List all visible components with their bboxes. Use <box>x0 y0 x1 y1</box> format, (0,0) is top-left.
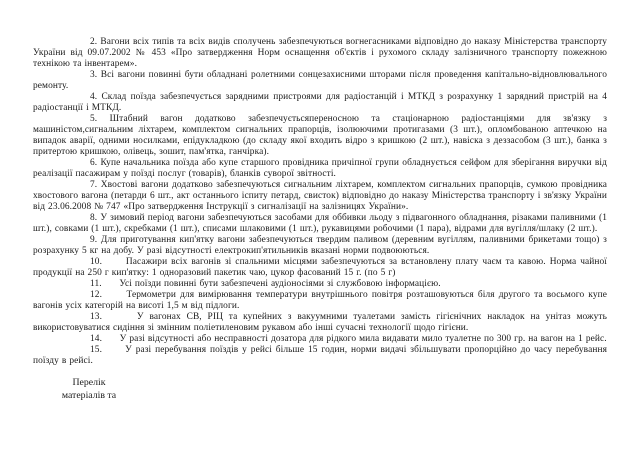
paragraph-item-7: 7. Хвостові вагони додатково забезпечуються сигнальним ліхтарем, комплектом сигнальних прапорців, сумкою провідника хвостового вагона (петарди 6 шт., акт останнього іспиту петард, свисток) відповідно до наказу Міністерства транспорту і зв'язку України від 23.06.2008 № 747 «Про затвердження Інструкції з сигналізації на залізницях України». <box>33 180 607 212</box>
paragraph-item-14: 14. У разі відсутності або несправності дозатора для рідкого мила видавати мило туалетне по 300 гр. на вагон на 1 рейс. <box>90 334 607 344</box>
paragraph-item-3: 3. Всі вагони повинні бути обладнані ролетними сонцезахисними шторами після проведення капітально-відновлювального ремонту. <box>33 70 607 91</box>
paragraph-item-6: 6. Купе начальника поїзда або купе старшого провідника причіпної групи обладнується сейфом для зберігання виручки від реалізації пасажирам у поїзді послуг (товарів), бланків суворої звітності. <box>33 158 607 179</box>
footer-heading-line1: Перелік <box>72 377 106 388</box>
paragraph-item-10: 10. Пасажири всіх вагонів зі спальними місцями забезпечуються за встановлену плату чаєм та кавою. Норма чайної продукції на 250 г кип'ятку: 1 одноразовий пакетик чаю, цукор фасований 15 г. (по 5 г) <box>33 257 607 278</box>
paragraph-item-11: 11. Усі поїзди повинні бути забезпечені аудіоносіями зі службовою інформацією. <box>90 279 441 289</box>
footer-heading-line2: матеріалів та <box>61 390 117 401</box>
paragraph-item-8: 8. У зимовий період вагони забезпечуються засобами для оббивки льоду з підвагонного обладнання, різаками паливними (1 шт.), совками (1 шт.), скребками (1 шт.), списами шлаковими (1 шт.), рукавицями робочими (1 пара), відрами для вугілля/шлаку (2 шт.). <box>33 213 607 234</box>
paragraph-item-5: 5. Штабний вагон додатково забезпечуєтьсяпереносною та стаціонарною радіостанціями для зв'язку з машиністом,сигнальним ліхтарем, комплектом сигнальних прапорців, ізолюючими протигазами (3 шт.), опломбованою аптечкою на випадок аварії, одними носилками, епідукладкою (до складу якої входить відро з кришкою (2 шт.), навіска з деззасобом (3 шт.), банка з притертою кришкою, олівець, зошит, пам'ятка, ганчірка). <box>33 114 607 157</box>
paragraph-item-4: 4. Склад поїзда забезпечується зарядними пристроями для радіостанцій і МТКД з розрахунку 1 зарядний пристрій на 4 радіостанції і МТКД. <box>33 92 607 113</box>
footer-heading <box>24 376 154 402</box>
paragraph-item-9: 9. Для приготування кип'ятку вагони забезпечуються твердим паливом (деревним вугіллям, паливними брикетами тощо) з розрахунку 5 кг на добу. У разі відсутності електрокип'ятильників вказані норми подвоюються. <box>33 235 607 256</box>
paragraph-item-2: 2. Вагони всіх типів та всіх видів сполучень забезпечуються вогнегасниками відповідно до наказу Міністерства транспорту України від 09.07.2002 № 453 «Про затвердження Норм оснащення об'єктів і рухомого складу залізничного транспорту пожежною технікою та інвентарем». <box>33 37 607 69</box>
paragraph-item-12: 12. Термометри для вимірювання температури внутрішнього повітря розташовуються біля другого та восьмого купе вагонів усіх категорій на висоті 1,5 м від підлоги. <box>33 290 607 311</box>
paragraph-item-13: 13. У вагонах СВ, РІЦ та купейних з вакуумними туалетами замість гігієнічних накладок на унітаз можуть використовуватися сидіння зі змінним поліетиленовим рукавом або інші сучасні технології щодо гігієни. <box>33 312 607 333</box>
paragraph-item-15: 15. У разі перебування поїздів у рейсі більше 15 годин, норми видачі збільшувати пропорційно до часу перебування поїзду в рейсі. <box>33 345 607 366</box>
document-body <box>33 37 607 367</box>
